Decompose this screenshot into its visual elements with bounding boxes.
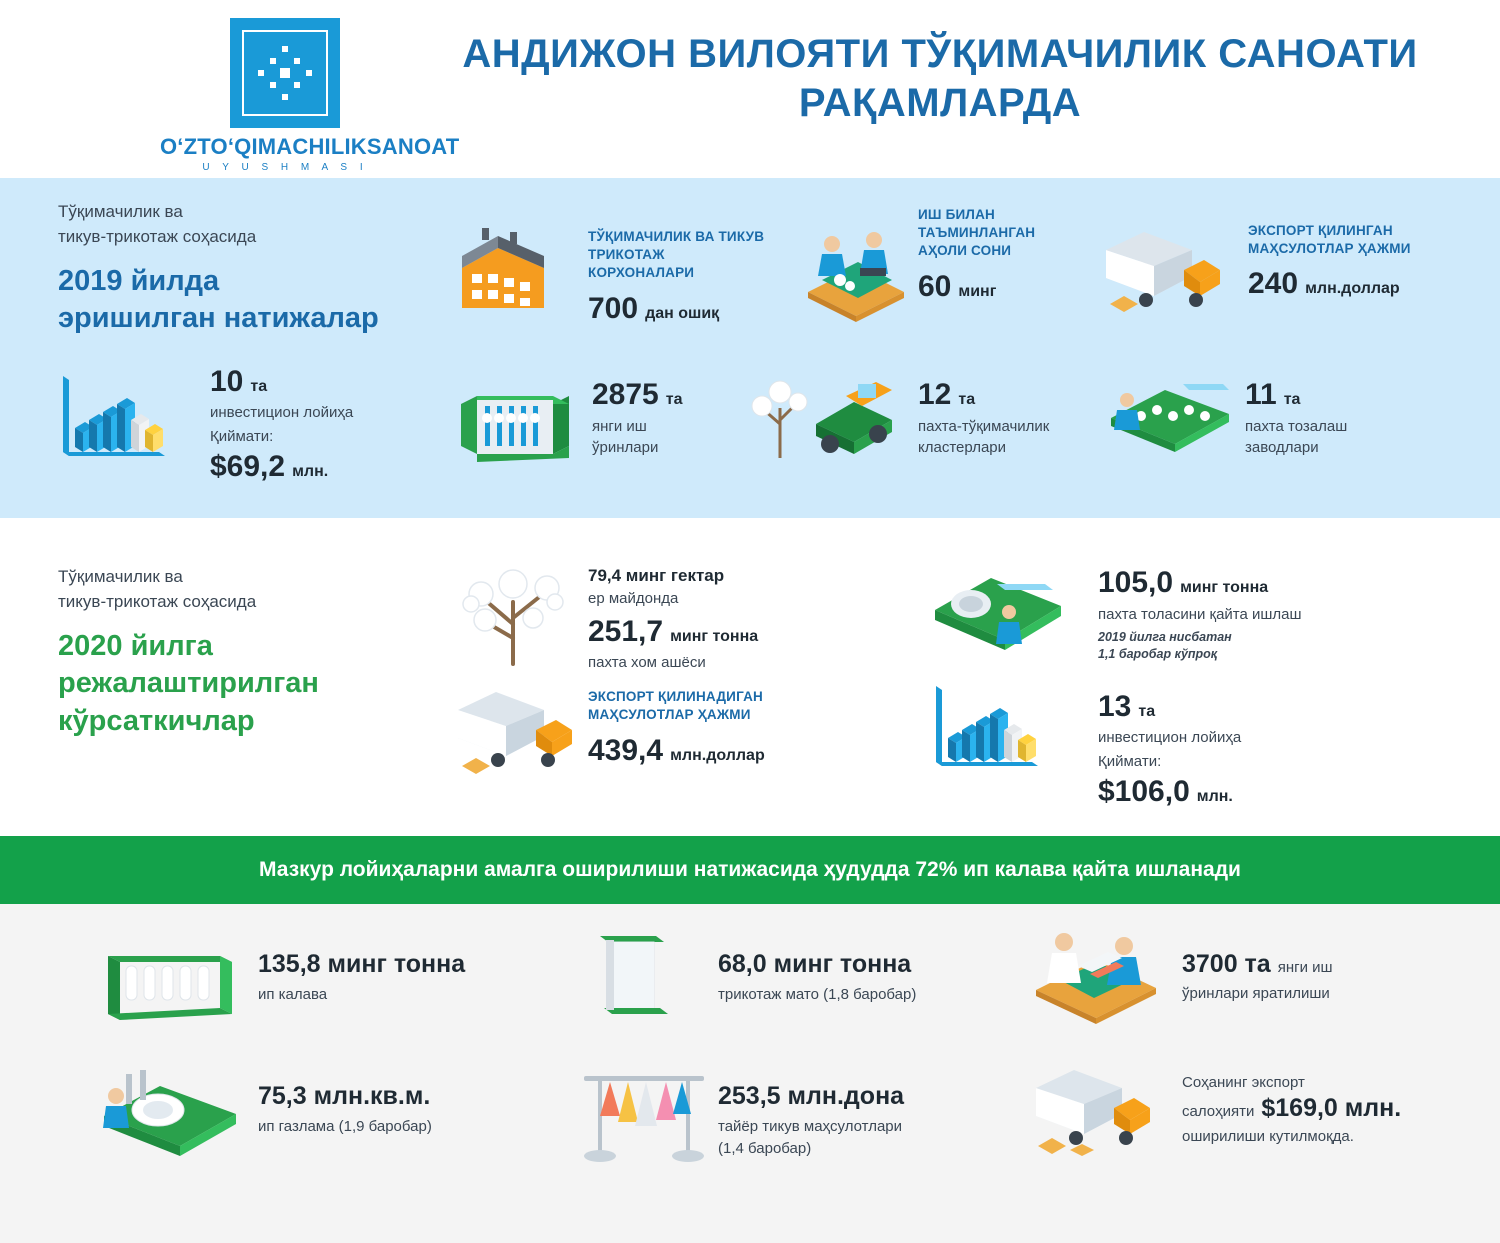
stat-clusters-2019-unit: та (958, 391, 976, 408)
stat-employment-caption-3: АҲОЛИ СОНИ (918, 243, 1012, 259)
harvester-icon (750, 362, 900, 470)
stat-export-2019-caption-2: МАҲСУЛОТЛАР ҲАЖМИ (1248, 241, 1411, 257)
stat-export-2019-caption-1: ЭКСПОРТ ҚИЛИНГАН (1248, 223, 1393, 238)
green-banner (0, 836, 1500, 904)
export-truck-icon (1030, 1062, 1170, 1167)
stat-investment-2019 (210, 365, 430, 484)
stat-clusters-2019 (918, 378, 1128, 458)
stat-investment-2020-desc-2: Қиймати: (1098, 753, 1162, 770)
lead-2020-big-line-1: 2020 йилга (58, 630, 213, 663)
stat-gins-2019-unit: та (1283, 391, 1301, 408)
lead-big-line-2: эришилган натижалар (58, 302, 379, 335)
stat-investment-2019-unit: та (250, 378, 268, 395)
stat-employment-caption-2: ТАЪМИНЛАНГАН (918, 225, 1036, 241)
sewing-workers-icon (1020, 918, 1170, 1028)
stat-enterprises (588, 228, 788, 326)
stat-export-2020-caption-2: МАҲСУЛОТЛАР ҲАЖМИ (588, 707, 751, 723)
stat-enterprises-caption-3: КОРХОНАЛАРИ (588, 265, 695, 281)
stat-employment-number: 60 (918, 269, 952, 303)
yarn-rack-icon (100, 928, 240, 1028)
stat-investment-2019-value: $69,2 (210, 450, 286, 483)
stat-clusters-2019-desc-1: пахта-тўқимачилик (918, 418, 1050, 435)
logo-name: O‘ZTO‘QIMACHILIKSANOAT (160, 134, 460, 159)
stat-cotton-raw-2020 (588, 566, 838, 673)
stat-new-jobs-2019-unit: та (665, 391, 683, 408)
stat-export-2020-unit: млн.доллар (670, 747, 765, 765)
stat-investment-2020-unit: та (1138, 703, 1156, 720)
result-new-jobs-number: 3700 та (1182, 950, 1271, 978)
result-garments (718, 1082, 1048, 1160)
stat-enterprises-caption-1: ТЎҚИМАЧИЛИК ВА ТИКУВ (588, 229, 765, 244)
stat-new-jobs-2019-desc-1: янги иш (592, 418, 647, 435)
stat-employment (918, 206, 1108, 304)
lead-2020-big-line-2: режалаштирилган (58, 667, 319, 700)
cotton-plant-icon (455, 558, 575, 668)
result-new-jobs (1182, 950, 1472, 1005)
stat-clusters-2019-number: 12 (918, 378, 952, 411)
stat-enterprises-number: 700 (588, 291, 639, 325)
export-truck-2020-icon (452, 686, 582, 786)
stat-enterprises-caption-2: ТРИКОТАЖ (588, 247, 665, 263)
result-yarn (258, 950, 498, 1006)
stat-export-2020-caption-1: ЭКСПОРТ ҚИЛИНАДИГАН (588, 689, 763, 704)
logo-subtitle: U Y U S H M A S I (202, 162, 368, 173)
result-woven-desc: ип газлама (1,9 баробар) (258, 1118, 432, 1135)
section-2020-lead (58, 565, 398, 740)
result-yarn-number: 135,8 минг тонна (258, 950, 466, 978)
result-knit-desc: трикотаж мато (1,8 баробар) (718, 986, 917, 1003)
result-woven-number: 75,3 млн.кв.м. (258, 1082, 431, 1110)
result-export-desc-3: оширилиши кутилмоқда. (1182, 1127, 1354, 1145)
bar-chart-icon (55, 368, 180, 473)
stat-cotton-raw-desc: пахта хом ашёси (588, 654, 706, 671)
lead-2020-line-1: Тўқимачилик ва (58, 567, 183, 586)
result-garments-number: 253,5 млн.дона (718, 1082, 905, 1110)
logo-icon (230, 18, 340, 128)
stat-gins-2019 (1245, 378, 1455, 458)
stat-export-2020 (588, 688, 868, 768)
stat-cotton-raw-number: 251,7 (588, 615, 664, 648)
truck-icon (1100, 226, 1230, 324)
weaving-machine-icon (90, 1060, 250, 1170)
stat-new-jobs-2019-number: 2875 (592, 378, 659, 411)
cotton-gin-icon (1105, 366, 1235, 466)
green-banner-text: Мазкур лойиҳаларни амалга оширилиши натижасида ҳудудда 72% ип калава қайта ишланади (259, 858, 1241, 881)
fabric-roll-icon (580, 920, 690, 1030)
result-knit-fabric (718, 950, 1048, 1006)
result-garments-desc-1: тайёр тикув маҳсулотлари (718, 1118, 903, 1135)
stat-investment-2020-value-unit: млн. (1196, 788, 1233, 805)
result-woven-fabric (258, 1082, 558, 1138)
stat-investment-2019-desc-2: Қиймати: (210, 428, 274, 445)
lead-2020-big-line-3: кўрсаткичлар (58, 704, 255, 737)
result-export-potential (1182, 1072, 1482, 1148)
stat-export-2020-number: 439,4 (588, 734, 664, 768)
result-export-value: $169,0 млн. (1261, 1093, 1402, 1122)
stat-investment-2020-desc-1: инвестицион лойиҳа (1098, 729, 1242, 746)
stat-export-2019 (1248, 222, 1478, 301)
stat-clusters-2019-desc-2: кластерлари (918, 439, 1007, 456)
stat-cotton-raw-unit: минг тонна (670, 628, 759, 645)
result-yarn-desc: ип калава (258, 986, 328, 1003)
result-export-desc-1: Соҳанинг экспорт (1182, 1074, 1305, 1091)
factory-icon (452, 222, 562, 322)
lead-big-line-1: 2019 йилда (58, 265, 220, 298)
result-garments-desc-2: (1,4 баробар) (718, 1139, 812, 1157)
header (0, 0, 1500, 178)
processing-machine-icon (925, 556, 1075, 666)
stat-fiber-unit: минг тонна (1180, 579, 1269, 596)
stat-gins-2019-number: 11 (1245, 378, 1277, 411)
stat-cotton-area: 79,4 минг гектар (588, 566, 725, 585)
stat-employment-caption-1: ИШ БИЛАН (918, 207, 995, 222)
stat-investment-2019-value-unit: млн. (292, 463, 329, 480)
stat-employment-unit: минг (958, 282, 997, 300)
stat-gins-2019-desc-1: пахта тозалаш (1245, 418, 1348, 435)
logo (160, 18, 460, 173)
stat-investment-2020 (1098, 690, 1348, 809)
bar-chart-2020-icon (928, 678, 1053, 783)
stat-fiber-note-2: 1,1 баробар кўпроқ (1098, 646, 1218, 661)
result-new-jobs-unit: янги иш (1277, 959, 1333, 976)
lead-line-2: тикув-трикотаж соҳасида (58, 226, 257, 246)
stat-fiber-desc: пахта толасини қайта ишлаш (1098, 606, 1302, 623)
stat-investment-2019-number: 10 (210, 365, 244, 398)
result-export-desc-2: салоҳияти (1182, 1102, 1255, 1120)
stat-enterprises-unit: дан ошиқ (645, 304, 720, 322)
stat-fiber-number: 105,0 (1098, 566, 1174, 599)
clothes-rack-icon (570, 1052, 720, 1172)
lead-2020-line-2: тикув-трикотаж соҳасида (58, 591, 257, 611)
stat-export-2019-unit: млн.доллар (1305, 280, 1400, 298)
stat-cotton-area-desc: ер майдонда (588, 590, 679, 607)
stat-investment-2020-number: 13 (1098, 690, 1132, 723)
section-2019-lead (58, 200, 388, 338)
workers-icon (800, 218, 910, 328)
stat-fiber-note-1: 2019 йилга нисбатан (1098, 630, 1232, 644)
stat-gins-2019-desc-2: заводлари (1245, 439, 1319, 456)
stat-export-2019-number: 240 (1248, 267, 1299, 301)
stat-investment-2019-desc-1: инвестицион лойиҳа (210, 404, 354, 421)
stat-fiber-processing-2020 (1098, 566, 1398, 663)
page-title: АНДИЖОН ВИЛОЯТИ ТЎҚИМАЧИЛИК САНОАТИ РАҚАМЛАРДА (462, 32, 1418, 125)
result-new-jobs-desc: ўринлари яратилиши (1182, 985, 1330, 1002)
stat-new-jobs-2019-desc-2: ўринлари (592, 439, 659, 456)
stat-investment-2020-value: $106,0 (1098, 775, 1190, 808)
spinning-machine-icon (455, 370, 575, 470)
result-knit-number: 68,0 минг тонна (718, 950, 912, 978)
lead-line-1: Тўқимачилик ва (58, 202, 183, 221)
